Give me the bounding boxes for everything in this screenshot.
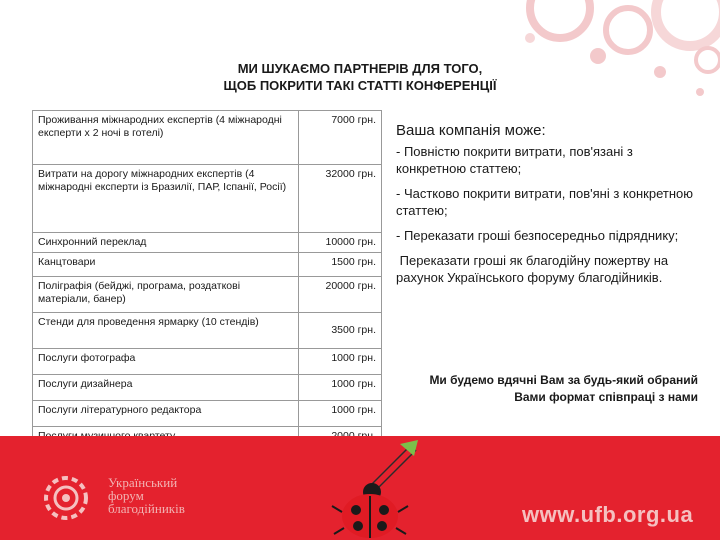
cost-item: Проживання міжнародних експертів (4 міжнародні експерти х 2 ночі в готелі) bbox=[33, 111, 299, 165]
table-row bbox=[33, 277, 382, 313]
cost-item: Послуги фотографа bbox=[33, 349, 299, 375]
option-full-cover: - Повністю покрити витрати, пов'язані з конкретною статтею; bbox=[396, 144, 633, 176]
cost-amount: 3500 грн. bbox=[299, 313, 382, 349]
cost-amount: 20000 грн. bbox=[299, 277, 382, 313]
company-options bbox=[396, 122, 696, 294]
cost-item: Витрати на дорогу міжнародних експертів (4 міжнародні експерти із Бразилії, ПАР, Іспанії, Росії) bbox=[33, 165, 299, 233]
title-line-1: МИ ШУКАЄМО ПАРТНЕРІВ ДЛЯ ТОГО, bbox=[237, 61, 483, 76]
page-title bbox=[150, 60, 570, 94]
cost-amount: 7000 грн. bbox=[299, 111, 382, 165]
thanks-note: Ми будемо вдячні Вам за будь-який обраний Вами формат співпраці з нами bbox=[429, 373, 698, 404]
cost-amount: 1000 грн. bbox=[299, 401, 382, 427]
org-name-line-2: форум bbox=[108, 488, 144, 503]
cost-table bbox=[32, 110, 382, 449]
cost-item: Послуги дизайнера bbox=[33, 375, 299, 401]
cost-amount: 1000 грн. bbox=[299, 375, 382, 401]
table-row bbox=[33, 375, 382, 401]
cost-amount: 1500 грн. bbox=[299, 253, 382, 277]
cost-item: Поліграфія (бейджі, програма, роздаткові матеріали, банер) bbox=[33, 277, 299, 313]
cost-amount: 10000 грн. bbox=[299, 233, 382, 253]
title-line-2: ЩОБ ПОКРИТИ ТАКІ СТАТТІ КОНФЕРЕНЦІЇ bbox=[223, 78, 497, 93]
table-row bbox=[33, 253, 382, 277]
option-charity-donation: Переказати гроші як благодійну пожертву на рахунок Українського форуму благодійників. bbox=[396, 253, 672, 285]
org-name bbox=[108, 476, 185, 515]
cost-item: Синхронний переклад bbox=[33, 233, 299, 253]
forum-logo-icon bbox=[36, 470, 100, 526]
table-row bbox=[33, 349, 382, 375]
ladybug-icon bbox=[318, 440, 428, 540]
table-row bbox=[33, 401, 382, 427]
option-direct-transfer: - Переказати гроші безпосередньо підряднику; bbox=[396, 228, 679, 243]
table-row bbox=[33, 233, 382, 253]
website-url: www.ufb.org.ua bbox=[522, 502, 694, 527]
table-row bbox=[33, 165, 382, 233]
company-heading: Ваша компанія може: bbox=[396, 122, 546, 139]
cost-item: Послуги літературного редактора bbox=[33, 401, 299, 427]
cost-amount: 32000 грн. bbox=[299, 165, 382, 233]
cost-item: Стенди для проведення ярмарку (10 стендів) bbox=[33, 313, 299, 349]
table-row bbox=[33, 111, 382, 165]
option-partial-cover: - Частково покрити витрати, пов'яні з конкретною статтею; bbox=[396, 186, 693, 218]
table-row bbox=[33, 313, 382, 349]
cost-item: Канцтовари bbox=[33, 253, 299, 277]
org-name-line-3: благодійників bbox=[108, 501, 185, 516]
org-name-line-1: Український bbox=[108, 475, 178, 490]
cost-amount: 1000 грн. bbox=[299, 349, 382, 375]
